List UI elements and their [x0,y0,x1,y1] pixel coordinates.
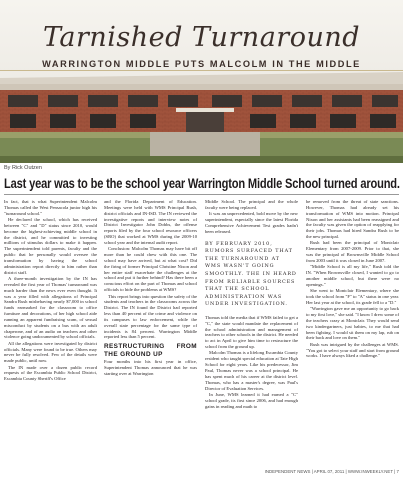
body-paragraph: She went to Montclair Elementary, where she took the school from "F" to "A" status in one year. Her last year at the school, its grade fell to a "D." [306,288,399,305]
body-paragraph: In June, WMS learned it had earned a "C" school grade, its first since 2006, and had enough gains in reading and math to [205,391,298,409]
article-column-4 [306,199,399,360]
lawn-photo [0,132,403,163]
photo-credit: By Rick Outzen [4,165,42,171]
article-column-3 [205,199,298,410]
body-paragraph: All the allegations were investigated by district officials. Many were found to be true. Others may never be fully resolved. Few of the details were made public, until now. [4,340,97,364]
masthead-subtitle: WARRINGTON MIDDLE PUTS MALCOLM IN THE MIDDLE [42,59,361,69]
body-paragraph: He declared the school, which has received between "C" and "D" status since 2010, would become the highest-achieving middle school in the district, and he committed to investing millions of stimulus dollars to make it happen. The superintendent told parents, faculty and the public that he personally would oversee the transformation by having the school administration report directly to him rather than district staff. [4,217,97,275]
body-paragraph: "Warrington gave me an opportunity to go back to my first love," she said. "I know I drew some of the teachers crazy at Montclair. They would send two kindergartners, just babies, to me that had been fighting. I would sit them on my lap, rub on their back and love on them." [306,306,399,341]
body-paragraph: "Middle School is all my life," Rush told the IN. "When Brownsville closed, I wanted to go to another middle school, but there were no openings." [306,264,399,287]
masthead-title: Tarnished Turnaround [42,22,361,53]
body-paragraph: Middle School. The principal and the whole faculty were being replaced. [205,199,298,210]
article-headline: Last year was to be the school year Warrington Middle School turned around. [4,176,400,191]
body-paragraph: In fact, that is what Superintendent Malcolm Thomas called the West Pensacola junior high his "turnaround school." [4,199,97,216]
body-paragraph: Rush had been the principal of Montclair Elementary from 2007-2009. Prior to that, she was the principal of Brownsville Middle School from 2003 until it was closed in June 2007. [306,240,399,263]
body-paragraph: Four months into his first year in office, Superintendent Thomas announced that he was starting over at Warrington [104,359,197,376]
body-paragraph: be removed from the threat of state sanctions. However, Thomas had already set his transformation of WMS into motion. Principal Nixon and her assistants had been reassigned and the faculty was given the option of reapplying for their jobs. Thomas had hired Sandra Rush to be the new principal. [306,199,399,240]
body-paragraph: It was an unprecedented, bold move by the new superintendent, especially since the latest Florida Comprehensive Achievement Test grades hadn't been released. [205,211,298,234]
page-footer: INDEPENDENT NEWS | APRIL 07, 2011 | WWW.INWEEKLY.NET | 7 [264,469,399,474]
body-paragraph: Malcolm Thomas is a lifelong Escambia County resident who taught special education at Tate High School for eight years. Like his predecessor, Jim Paul, Thomas never was a school principal. He has spent much of his career at the district level. Thomas, who has a master's degree, was Paul's Director of Evaluation Services. [205,350,298,391]
body-paragraph: This report brings into question the safety of the students and teachers in the classrooms across the District. The IN found the District had reported less than 40 percent of the crime and violence on its campuses to law enforcement, while the overall state percentage for the same type of incidents is 84 percent. Warrington Middle reported less than 5 percent. [104,293,197,340]
body-paragraph: Rush was intrigued by the challenges at WMS. "You got to select your staff and start from ground works. I have always liked a challenge." [306,341,399,359]
article-column-2 [104,199,197,377]
masthead [0,0,403,132]
body-paragraph: and the Florida Department of Education. Meetings were held with WMS Principal Rush, district officials and IN-ISD. The IN reviewed the investigative reports and interview notes of District Investigator John Dobbs, the offense reports filed by the four school resource officers (SRO) that worked at WMS during the 2009-10 school year and the internal audit report. [104,199,197,245]
body-paragraph: Thomas told the media that if WMS failed to get a "C," the state would mandate the replacement of the school administration and management of teachers to other schools in the district. He needed to act in April to give him time to restructure the school from the ground up. [205,314,298,350]
body-paragraph: The IN made over a dozen public record requests of the Escambia Public School District, Escambia County Sheriff's Office [4,364,97,382]
pull-quote: BY FEBRUARY 2010, RUMORS SURFACED THAT THE TURNAROUND AT WMS WASN'T GOING SMOOTHLY. THE IN HEARD FROM RELIABLE SOURCES THAT THE SCHOOL ADMINISTRATION WAS UNDER INVESTIGATION. [205,240,297,308]
body-paragraph: A three-month investigation by the IN has revealed the first year of Thomas' turnaround was much harder than the news ever even thought. It was a year filled with allegations of Principal Sandra Rush misbehaving nearly $7,000 in school funds earmarked for the classroom to office furniture and decorations, of her high school aide running an apparent fundraising scam, of sexual misconduct by students on a bus with an adult chaperone, and of an audio on teachers and other violence going undocumented by school officials. [4,275,97,340]
article-column-1 [4,199,97,383]
headline-rule [4,194,399,195]
body-paragraph: Conclusion: Malcolm Thomas may have bit off more than he could chew with this one. The school may have arrived, but at what cost? Did the firing of former Principal Christine Nixon and her entire staff exacerbate the challenges at the school and put it further behind? Has there been a conscious effort on the part of Thomas and school officials to hide the problems at WMS? [104,246,197,293]
section-subhead: RESTRUCTURING FROM THE GROUND UP [104,343,197,358]
